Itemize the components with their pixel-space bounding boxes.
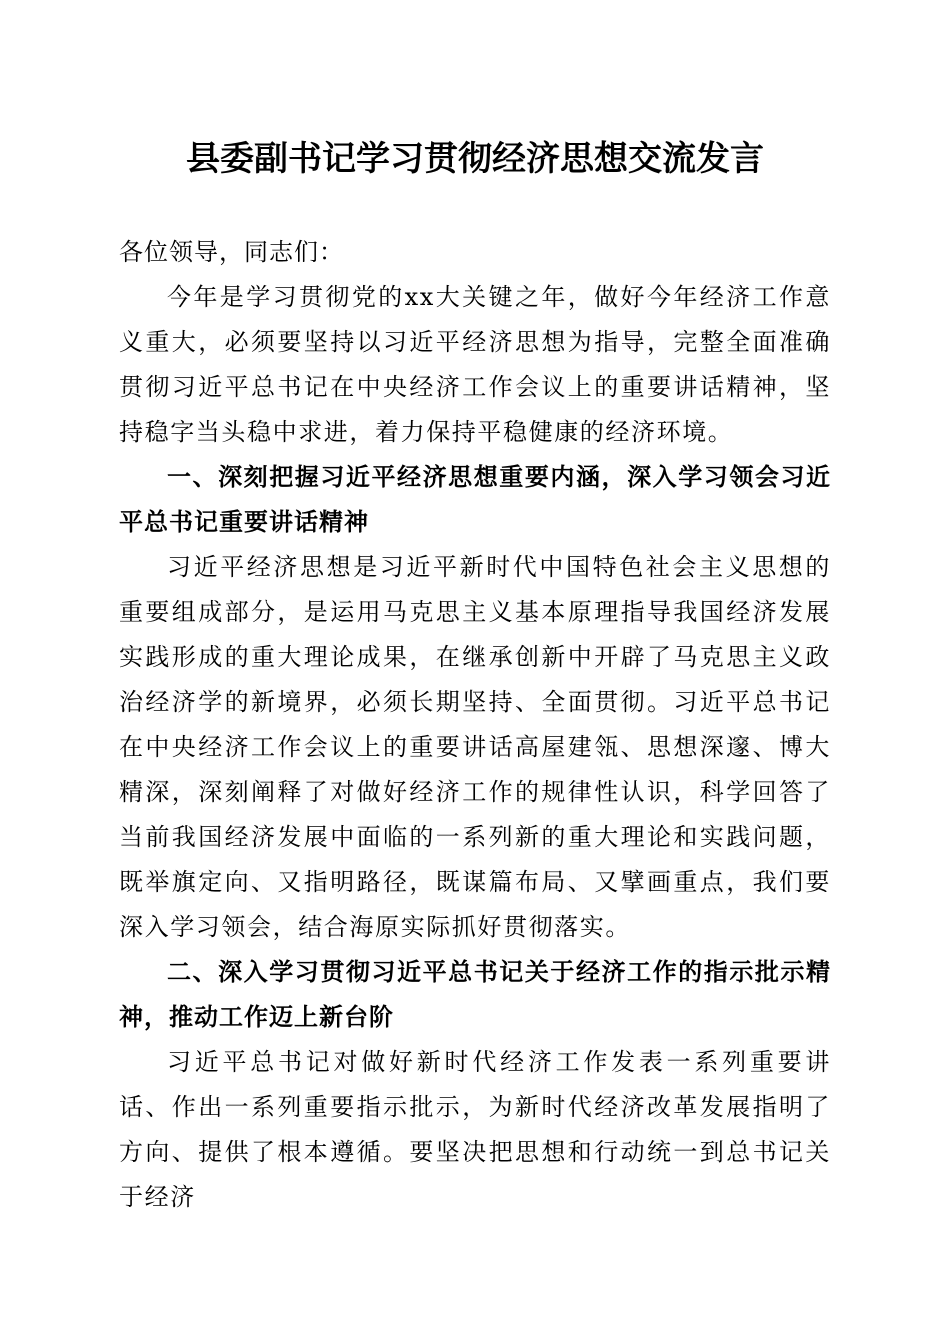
salutation: 各位领导，同志们： xyxy=(119,238,344,266)
section-heading-2: 二、深入学习贯彻习近平总书记关于经济工作的指示批示精神，推动工作迈上新台阶 xyxy=(119,958,831,1031)
intro-paragraph: 今年是学习贯彻党的xx大关键之年，做好今年经济工作意义重大，必须要坚持以习近平经济思想为指导，完整全面准确贯彻习近平总书记在中央经济工作会议上的重要讲话精神，坚持稳字当头稳中求进，着力保持平稳健康的经济环境。 xyxy=(119,283,831,446)
section-body-1: 习近平经济思想是习近平新时代中国特色社会主义思想的重要组成部分，是运用马克思主义基本原理指导我国经济发展实践形成的重大理论成果，在继承创新中开辟了马克思主义政治经济学的新境界，必须长期坚持、全面贯彻。习近平总书记在中央经济工作会议上的重要讲话高屋建瓴、思想深邃、博大精深，深刻阐释了对做好经济工作的规律性认识，科学回答了当前我国经济发展中面临的一系列新的重大理论和实践问题，既举旗定向、又指明路径，既谋篇布局、又擘画重点，我们要深入学习领会，结合海原实际抓好贯彻落实。 xyxy=(119,553,831,941)
section-heading-1: 一、深刻把握习近平经济思想重要内涵，深入学习领会习近平总书记重要讲话精神 xyxy=(119,463,831,536)
document-body xyxy=(119,230,831,1220)
section-body-2: 习近平总书记对做好新时代经济工作发表一系列重要讲话、作出一系列重要指示批示，为新时代经济改革发展指明了方向、提供了根本遵循。要坚决把思想和行动统一到总书记关于经济 xyxy=(119,1048,831,1211)
document-title: 县委副书记学习贯彻经济思想交流发言 xyxy=(186,139,764,179)
